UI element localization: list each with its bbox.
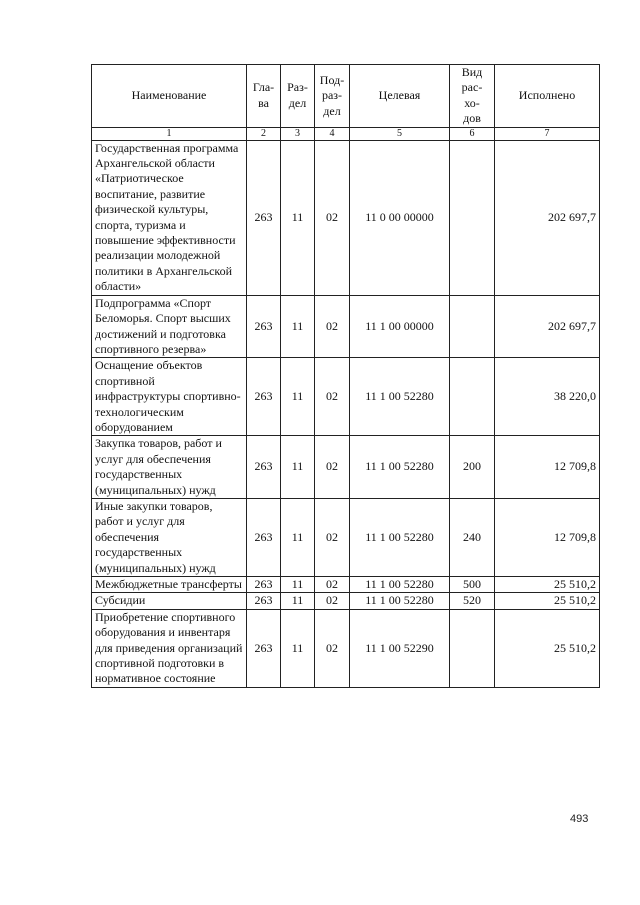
- row-executed-amount: 12 709,8: [495, 498, 600, 576]
- column-number-row: [92, 127, 600, 140]
- row-name: Подпрограмма «Спорт Беломорья. Спорт высших достижений и подготовка спортивного резерва»: [92, 295, 247, 358]
- table-row: [92, 577, 600, 593]
- row-podrazdel: 02: [315, 577, 350, 593]
- row-target-code: 11 1 00 52280: [350, 577, 450, 593]
- table-body: [92, 140, 600, 687]
- row-executed-amount: 202 697,7: [495, 295, 600, 358]
- table-row: [92, 609, 600, 687]
- header-text: раз-: [321, 88, 343, 103]
- header-text: Раз-: [287, 80, 308, 95]
- row-expense-type: [450, 140, 495, 295]
- row-razdel: 11: [281, 295, 315, 358]
- row-name: Субсидии: [92, 593, 247, 609]
- row-razdel: 11: [281, 609, 315, 687]
- row-glava: 263: [247, 295, 281, 358]
- header-podrazdel: [315, 65, 350, 128]
- header-text: дел: [288, 95, 307, 110]
- table-row: [92, 498, 600, 576]
- row-target-code: 11 0 00 00000: [350, 140, 450, 295]
- header-target: [350, 65, 450, 128]
- row-expense-type: [450, 609, 495, 687]
- header-text: Гла-: [252, 80, 275, 95]
- table-header: [92, 65, 600, 141]
- row-name: Межбюджетные трансферты: [92, 577, 247, 593]
- column-number: 6: [450, 127, 495, 140]
- row-expense-type: 500: [450, 577, 495, 593]
- row-target-code: 11 1 00 52280: [350, 593, 450, 609]
- column-number: 4: [315, 127, 350, 140]
- header-text: Целевая: [378, 88, 421, 103]
- row-target-code: 11 1 00 52280: [350, 498, 450, 576]
- row-razdel: 11: [281, 140, 315, 295]
- row-razdel: 11: [281, 358, 315, 436]
- header-executed: [495, 65, 600, 128]
- row-glava: 263: [247, 498, 281, 576]
- row-podrazdel: 02: [315, 140, 350, 295]
- header-text: хо-: [464, 95, 480, 110]
- row-glava: 263: [247, 577, 281, 593]
- header-name: [92, 65, 247, 128]
- row-razdel: 11: [281, 436, 315, 499]
- row-target-code: 11 1 00 52290: [350, 609, 450, 687]
- column-number: 7: [495, 127, 600, 140]
- row-podrazdel: 02: [315, 358, 350, 436]
- header-row: [92, 65, 600, 128]
- row-executed-amount: 25 510,2: [495, 609, 600, 687]
- row-podrazdel: 02: [315, 498, 350, 576]
- row-expense-type: [450, 295, 495, 358]
- row-executed-amount: 38 220,0: [495, 358, 600, 436]
- row-executed-amount: 12 709,8: [495, 436, 600, 499]
- row-expense-type: 520: [450, 593, 495, 609]
- row-podrazdel: 02: [315, 295, 350, 358]
- table-row: [92, 593, 600, 609]
- row-name: Государственная программа Архангельской области «Патриотическое воспитание, развитие физической культуры, спорта, туризма и повышение эффективности реализации молодежной политики в Архангельской области»: [92, 140, 247, 295]
- row-podrazdel: 02: [315, 609, 350, 687]
- table-row: [92, 436, 600, 499]
- row-podrazdel: 02: [315, 593, 350, 609]
- row-glava: 263: [247, 358, 281, 436]
- row-expense-type: 200: [450, 436, 495, 499]
- header-razdel: [281, 65, 315, 128]
- header-text: Под-: [319, 72, 345, 87]
- row-glava: 263: [247, 436, 281, 499]
- header-text: рас-: [461, 80, 483, 95]
- row-glava: 263: [247, 593, 281, 609]
- row-executed-amount: 25 510,2: [495, 593, 600, 609]
- row-executed-amount: 202 697,7: [495, 140, 600, 295]
- table-row: [92, 295, 600, 358]
- column-number: 1: [92, 127, 247, 140]
- column-number: 5: [350, 127, 450, 140]
- row-target-code: 11 1 00 52280: [350, 358, 450, 436]
- header-text: дел: [323, 103, 341, 118]
- row-razdel: 11: [281, 577, 315, 593]
- row-name: Закупка товаров, работ и услуг для обеспечения государственных (муниципальных) нужд: [92, 436, 247, 499]
- header-text: Вид: [461, 65, 483, 79]
- row-name: Приобретение спортивного оборудования и инвентаря для приведения организаций спортивной подготовки в нормативное состояние: [92, 609, 247, 687]
- table-row: [92, 358, 600, 436]
- row-target-code: 11 1 00 00000: [350, 295, 450, 358]
- row-razdel: 11: [281, 498, 315, 576]
- column-number: 3: [281, 127, 315, 140]
- header-text: дов: [463, 111, 481, 126]
- page-number: 493: [570, 813, 589, 825]
- row-glava: 263: [247, 609, 281, 687]
- row-target-code: 11 1 00 52280: [350, 436, 450, 499]
- row-expense-type: [450, 358, 495, 436]
- header-glava: [247, 65, 281, 128]
- column-number: 2: [247, 127, 281, 140]
- row-expense-type: 240: [450, 498, 495, 576]
- row-name: Иные закупки товаров, работ и услуг для обеспечения государственных (муниципальных) нужд: [92, 498, 247, 576]
- row-glava: 263: [247, 140, 281, 295]
- header-text: Исполнено: [518, 88, 576, 103]
- header-vid: [450, 65, 495, 128]
- row-name: Оснащение объектов спортивной инфраструктуры спортивно-технологическим оборудованием: [92, 358, 247, 436]
- row-podrazdel: 02: [315, 436, 350, 499]
- row-executed-amount: 25 510,2: [495, 577, 600, 593]
- table-row: [92, 140, 600, 295]
- header-text: ва: [258, 95, 269, 110]
- row-razdel: 11: [281, 593, 315, 609]
- header-text: Наименование: [131, 88, 207, 103]
- budget-table: [91, 64, 600, 688]
